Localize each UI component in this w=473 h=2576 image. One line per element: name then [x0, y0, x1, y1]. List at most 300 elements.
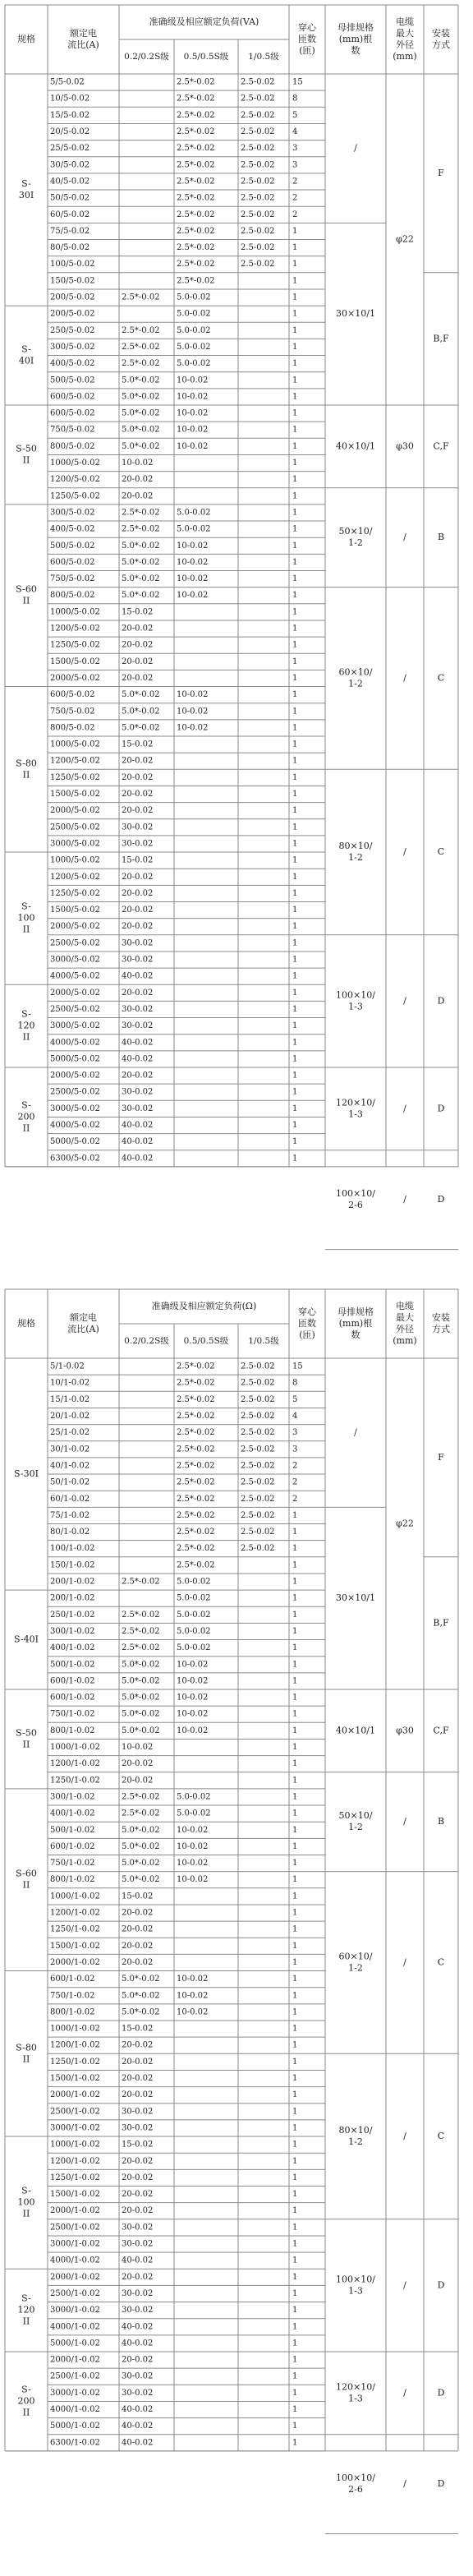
cell-turns: 1 — [292, 2223, 298, 2233]
cell-turns: 1 — [292, 2355, 298, 2365]
cell-ratio: 250/5-0.02 — [50, 325, 95, 335]
cell-ratio: 5000/5-0.02 — [50, 1137, 100, 1147]
cell-ratio: 300/5-0.02 — [50, 508, 95, 518]
cell-turns: 1 — [292, 2339, 298, 2348]
header-turns: 匝数 — [298, 1318, 316, 1329]
cell-cable: / — [403, 1816, 406, 1827]
cell-busbar: 100×10/ — [336, 2274, 375, 2285]
cell-install: D — [437, 1194, 445, 1205]
cell-turns: 1 — [292, 1660, 298, 1670]
cell-accuracy: 30-0.02 — [122, 2371, 154, 2381]
cell-accuracy: 5.0-0.02 — [177, 293, 211, 302]
cell-cable: / — [403, 1103, 406, 1114]
cell-accuracy: 30-0.02 — [122, 1021, 154, 1031]
cell-turns: 1 — [292, 2272, 298, 2282]
cell-turns: 1 — [292, 2371, 298, 2381]
cell-turns: 1 — [292, 1875, 298, 1885]
cell-accuracy: 20-0.02 — [122, 756, 154, 766]
header-busbar: 母排规格 — [338, 1306, 374, 1317]
cell-accuracy: 10-0.02 — [177, 1693, 209, 1703]
cell-ratio: 250/1-0.02 — [50, 1610, 95, 1620]
cell-busbar: 40×10/1 — [336, 1725, 375, 1736]
cell-ratio: 1000/5-0.02 — [50, 740, 100, 749]
cell-accuracy: 5.0*-0.02 — [122, 1709, 160, 1719]
cell-accuracy: 2.5-0.02 — [241, 1394, 275, 1404]
cell-turns: 1 — [292, 342, 298, 352]
cell-accuracy: 10-0.02 — [122, 1743, 154, 1753]
cell-accuracy: 5.0*-0.02 — [122, 1693, 160, 1703]
cell-turns: 2 — [292, 1494, 298, 1504]
cell-spec: S- — [21, 2293, 31, 2304]
cell-cable: / — [403, 846, 406, 858]
cell-accuracy: 2.5-0.02 — [241, 160, 275, 170]
cell-accuracy: 2.5*-0.02 — [177, 1544, 215, 1554]
cell-ratio: 40/5-0.02 — [50, 177, 90, 187]
cell-accuracy: 30-0.02 — [122, 839, 154, 849]
cell-accuracy: 5.0-0.02 — [177, 1792, 211, 1802]
cell-turns: 1 — [292, 1792, 298, 1802]
cell-turns: 3 — [292, 144, 298, 154]
cell-cable: / — [403, 532, 406, 543]
header-accuracy-col: 0.5/0.5S级 — [183, 1336, 229, 1346]
cell-accuracy: 2.5*-0.02 — [177, 1494, 215, 1504]
cell-accuracy: 2.5-0.02 — [241, 210, 275, 219]
cell-turns: 1 — [292, 922, 298, 932]
cell-turns: 1 — [292, 607, 298, 617]
cell-ratio: 1200/1-0.02 — [50, 2156, 100, 2166]
cell-accuracy: 2.5*-0.02 — [122, 1792, 160, 1802]
cell-accuracy: 2.5-0.02 — [241, 77, 275, 87]
header-rated-ratio: 额定电 — [70, 1312, 97, 1323]
cell-turns: 1 — [292, 591, 298, 601]
cell-turns: 1 — [292, 740, 298, 749]
cell-accuracy: 10-0.02 — [177, 1660, 209, 1670]
cell-accuracy: 30-0.02 — [122, 2123, 154, 2133]
cell-accuracy: 2.5*-0.02 — [177, 226, 215, 236]
cell-turns: 1 — [292, 2090, 298, 2100]
cell-turns: 4 — [292, 127, 298, 137]
cell-install: D — [437, 995, 445, 1007]
cell-accuracy: 20-0.02 — [122, 2206, 154, 2216]
cell-cable: / — [403, 2387, 406, 2399]
cell-turns: 1 — [292, 1121, 298, 1131]
cell-ratio: 75/1-0.02 — [50, 1510, 90, 1520]
cell-accuracy: 2.5*-0.02 — [177, 1528, 215, 1537]
cell-ratio: 2000/5-0.02 — [50, 922, 100, 932]
cell-ratio: 300/1-0.02 — [50, 1626, 95, 1636]
header-busbar: 母排规格 — [338, 22, 374, 33]
cell-ratio: 2500/5-0.02 — [50, 823, 100, 832]
cell-ratio: 1200/1-0.02 — [50, 2040, 100, 2050]
cell-cable: φ30 — [396, 440, 414, 452]
cell-accuracy: 5.0*-0.02 — [122, 574, 160, 584]
cell-accuracy: 40-0.02 — [122, 2322, 154, 2332]
cell-turns: 1 — [292, 823, 298, 832]
cell-accuracy: 20-0.02 — [122, 922, 154, 932]
cell-accuracy: 20-0.02 — [122, 772, 154, 782]
cell-ratio: 1000/1-0.02 — [50, 1743, 100, 1753]
cell-turns: 1 — [292, 459, 298, 468]
cell-accuracy: 2.5*-0.02 — [177, 1412, 215, 1422]
cell-busbar: 1-2 — [348, 1962, 363, 1974]
cell-accuracy: 2.5*-0.02 — [177, 144, 215, 154]
cell-ratio: 25/5-0.02 — [50, 144, 90, 154]
header-turns: (匝) — [299, 1329, 315, 1340]
cell-cable: / — [403, 2279, 406, 2291]
cell-accuracy: 30-0.02 — [122, 955, 154, 965]
cell-accuracy: 5.0-0.02 — [177, 508, 211, 518]
cell-ratio: 2000/5-0.02 — [50, 673, 100, 683]
cell-ratio: 75/5-0.02 — [50, 226, 90, 236]
cell-turns: 4 — [292, 1412, 298, 1422]
cell-ratio: 1500/1-0.02 — [50, 2190, 100, 2200]
cell-ratio: 60/1-0.02 — [50, 1494, 90, 1504]
cell-accuracy: 20-0.02 — [122, 2040, 154, 2050]
cell-turns: 1 — [292, 1957, 298, 1967]
cell-turns: 1 — [292, 888, 298, 898]
cell-ratio: 600/1-0.02 — [50, 1693, 95, 1703]
cell-install: D — [437, 1103, 445, 1114]
cell-ratio: 1200/5-0.02 — [50, 872, 100, 882]
cell-turns: 1 — [292, 1104, 298, 1113]
cell-cable: φ30 — [396, 1725, 414, 1736]
cell-accuracy: 5.0*-0.02 — [122, 707, 160, 717]
cell-spec: S- — [21, 1008, 31, 1020]
cell-turns: 1 — [292, 392, 298, 402]
cell-accuracy: 20-0.02 — [122, 2272, 154, 2282]
cell-busbar: 80×10/ — [338, 841, 373, 852]
cell-turns: 1 — [292, 2040, 298, 2050]
cell-cable: / — [403, 1956, 406, 1968]
header-install: 方式 — [432, 1324, 450, 1334]
cell-accuracy: 2.5*-0.02 — [122, 1610, 160, 1620]
cell-accuracy: 2.5-0.02 — [241, 144, 275, 154]
cell-ratio: 2500/1-0.02 — [50, 2288, 100, 2298]
cell-busbar: 1-2 — [348, 678, 363, 689]
cell-accuracy: 2.5-0.02 — [241, 243, 275, 253]
cell-ratio: 30/1-0.02 — [50, 1445, 90, 1454]
cell-busbar: 2-6 — [348, 1200, 363, 1211]
cell-ratio: 750/1-0.02 — [50, 1709, 95, 1719]
cell-accuracy: 2.5*-0.02 — [177, 177, 215, 187]
cell-accuracy: 10-0.02 — [177, 1991, 209, 2001]
cell-accuracy: 20-0.02 — [122, 988, 154, 998]
cell-accuracy: 2.5*-0.02 — [177, 210, 215, 219]
cell-spec: S-80 — [16, 2042, 37, 2053]
cell-turns: 5 — [292, 110, 298, 120]
cell-turns: 1 — [292, 574, 298, 584]
cell-turns: 1 — [292, 624, 298, 634]
cell-ratio: 2000/1-0.02 — [50, 2090, 100, 2100]
cell-turns: 1 — [292, 2024, 298, 2034]
cell-ratio: 200/5-0.02 — [50, 309, 95, 319]
cell-turns: 1 — [292, 325, 298, 335]
cell-accuracy: 5.0*-0.02 — [122, 408, 160, 418]
cell-spec: 200 — [17, 1111, 35, 1122]
cell-cable: / — [403, 2478, 406, 2490]
cell-ratio: 750/1-0.02 — [50, 1859, 95, 1869]
cell-ratio: 750/5-0.02 — [50, 707, 95, 717]
cell-ratio: 1250/1-0.02 — [50, 2173, 100, 2182]
cell-ratio: 2500/5-0.02 — [50, 938, 100, 948]
cell-turns: 1 — [292, 806, 298, 816]
cell-ratio: 400/1-0.02 — [50, 1809, 95, 1818]
cell-turns: 1 — [292, 1825, 298, 1835]
cell-accuracy: 2.5*-0.02 — [122, 1809, 160, 1818]
cell-accuracy: 10-0.02 — [177, 1676, 209, 1686]
cell-turns: 1 — [292, 2256, 298, 2265]
cell-spec: S-80 — [16, 758, 37, 769]
cell-accuracy: 10-0.02 — [177, 2007, 209, 2017]
cell-accuracy: 10-0.02 — [122, 459, 154, 468]
cell-busbar: 100×10/ — [336, 989, 375, 1001]
cell-accuracy: 2.5-0.02 — [241, 127, 275, 137]
cell-accuracy: 2.5*-0.02 — [177, 1445, 215, 1454]
header-accuracy-group: 准确级及相应额定负荷(VA) — [149, 16, 259, 27]
cell-busbar: 1-2 — [348, 2136, 363, 2148]
cell-ratio: 20/1-0.02 — [50, 1412, 90, 1422]
header-busbar: 数 — [351, 45, 360, 56]
cell-accuracy: 30-0.02 — [122, 1004, 154, 1014]
cell-ratio: 800/1-0.02 — [50, 1726, 95, 1735]
cell-install: B — [437, 532, 445, 543]
cell-accuracy: 20-0.02 — [122, 872, 154, 882]
cell-busbar: 1-2 — [348, 537, 363, 549]
cell-ratio: 800/1-0.02 — [50, 2007, 95, 2017]
cell-accuracy: 20-0.02 — [122, 906, 154, 915]
cell-accuracy: 5.0*-0.02 — [122, 557, 160, 567]
cell-turns: 2 — [292, 1477, 298, 1487]
header-busbar: (mm)根 — [338, 1318, 373, 1329]
cell-turns: 1 — [292, 1743, 298, 1753]
cell-install: C,F — [433, 440, 449, 452]
cell-accuracy: 15-0.02 — [122, 1892, 154, 1901]
header-busbar: 数 — [351, 1329, 360, 1340]
cell-install: C,F — [433, 1725, 449, 1736]
cell-turns: 1 — [292, 491, 298, 501]
cell-accuracy: 10-0.02 — [177, 690, 209, 700]
cell-turns: 1 — [292, 1643, 298, 1653]
cell-busbar: 60×10/ — [338, 666, 373, 678]
cell-turns: 1 — [292, 1528, 298, 1537]
cell-accuracy: 10-0.02 — [177, 1975, 209, 1984]
cell-turns: 1 — [292, 1626, 298, 1636]
cell-turns: 1 — [292, 1693, 298, 1703]
cell-accuracy: 2.5*-0.02 — [177, 193, 215, 203]
cell-accuracy: 20-0.02 — [122, 888, 154, 898]
cell-turns: 1 — [292, 938, 298, 948]
cell-install: B,F — [433, 333, 449, 344]
cell-accuracy: 15-0.02 — [122, 855, 154, 865]
header-accuracy-col: 0.2/0.2S级 — [124, 1336, 169, 1346]
cell-install: B — [437, 1816, 445, 1827]
cell-turns: 1 — [292, 1776, 298, 1786]
cell-turns: 1 — [292, 1908, 298, 1918]
cell-busbar: 1-2 — [348, 1822, 363, 1833]
cell-accuracy: 20-0.02 — [122, 1759, 154, 1769]
cell-turns: 1 — [292, 1610, 298, 1620]
cell-turns: 1 — [292, 309, 298, 319]
cell-turns: 15 — [292, 1362, 303, 1371]
cell-accuracy: 2.5-0.02 — [241, 226, 275, 236]
cell-accuracy: 5.0*-0.02 — [122, 1875, 160, 1885]
cell-busbar: 60×10/ — [338, 1951, 373, 1962]
cell-accuracy: 2.5-0.02 — [241, 1544, 275, 1554]
cell-ratio: 100/1-0.02 — [50, 1544, 95, 1554]
cell-accuracy: 5.0-0.02 — [177, 1626, 211, 1636]
cell-turns: 1 — [292, 2438, 298, 2448]
cell-turns: 1 — [292, 475, 298, 485]
cell-busbar: 2-6 — [348, 2484, 363, 2495]
cell-accuracy: 2.5-0.02 — [241, 1477, 275, 1487]
cell-accuracy: 20-0.02 — [122, 2173, 154, 2182]
cell-busbar: 30×10/1 — [336, 308, 375, 320]
cell-accuracy: 2.5*-0.02 — [177, 1461, 215, 1471]
cell-spec: II — [22, 595, 30, 606]
cell-spec: 120 — [17, 1020, 35, 1031]
cell-ratio: 2000/1-0.02 — [50, 2206, 100, 2216]
header-rated-ratio: 流比(A) — [67, 1324, 99, 1334]
cell-spec: II — [22, 2053, 30, 2065]
cell-cable: / — [403, 1194, 406, 1205]
cell-spec: II — [22, 2208, 30, 2219]
cell-ratio: 1250/5-0.02 — [50, 772, 100, 782]
cell-turns: 1 — [292, 293, 298, 302]
cell-ratio: 2000/5-0.02 — [50, 806, 100, 816]
cell-accuracy: 2.5*-0.02 — [177, 160, 215, 170]
cell-accuracy: 2.5-0.02 — [241, 193, 275, 203]
cell-ratio: 400/5-0.02 — [50, 359, 95, 369]
cell-turns: 1 — [292, 2190, 298, 2200]
header-cable: 外径 — [396, 1324, 414, 1334]
cell-accuracy: 10-0.02 — [177, 441, 209, 451]
cell-accuracy: 40-0.02 — [122, 2422, 154, 2431]
cell-turns: 1 — [292, 1577, 298, 1587]
cell-accuracy: 15-0.02 — [122, 740, 154, 749]
cell-ratio: 80/1-0.02 — [50, 1528, 90, 1537]
cell-accuracy: 20-0.02 — [122, 491, 154, 501]
cell-ratio: 2500/1-0.02 — [50, 2223, 100, 2233]
cell-accuracy: 15-0.02 — [122, 2140, 154, 2150]
cell-ratio: 10/5-0.02 — [50, 94, 90, 104]
cell-accuracy: 2.5*-0.02 — [177, 1378, 215, 1388]
cell-accuracy: 2.5-0.02 — [241, 1362, 275, 1371]
cell-ratio: 600/5-0.02 — [50, 690, 95, 700]
cell-accuracy: 2.5*-0.02 — [177, 1362, 215, 1371]
cell-accuracy: 30-0.02 — [122, 2223, 154, 2233]
cell-turns: 1 — [292, 690, 298, 700]
cell-ratio: 1200/5-0.02 — [50, 475, 100, 485]
header-accuracy-col: 1/0.5级 — [248, 1336, 279, 1346]
cell-accuracy: 2.5*-0.02 — [177, 1510, 215, 1520]
header-busbar: (mm)根 — [338, 34, 373, 44]
cell-turns: 1 — [292, 1054, 298, 1064]
cell-ratio: 1200/1-0.02 — [50, 1759, 100, 1769]
cell-accuracy: 2.5-0.02 — [241, 177, 275, 187]
cell-spec: S- — [21, 1099, 31, 1111]
cell-ratio: 800/1-0.02 — [50, 1875, 95, 1885]
cell-turns: 1 — [292, 1941, 298, 1951]
cell-ratio: 2000/1-0.02 — [50, 2272, 100, 2282]
cell-accuracy: 10-0.02 — [177, 707, 209, 717]
cell-accuracy: 20-0.02 — [122, 2355, 154, 2365]
cell-spec: 100 — [17, 2196, 35, 2208]
cell-ratio: 400/1-0.02 — [50, 1643, 95, 1653]
cell-accuracy: 5.0-0.02 — [177, 359, 211, 369]
cell-ratio: 1000/1-0.02 — [50, 1892, 100, 1901]
cell-turns: 1 — [292, 2239, 298, 2249]
cell-accuracy: 20-0.02 — [122, 2057, 154, 2067]
cell-accuracy: 5.0*-0.02 — [122, 541, 160, 551]
cell-ratio: 4000/1-0.02 — [50, 2322, 100, 2332]
cell-turns: 1 — [292, 1859, 298, 1869]
cell-accuracy: 5.0*-0.02 — [122, 1660, 160, 1670]
cell-turns: 1 — [292, 260, 298, 270]
cell-turns: 1 — [292, 657, 298, 666]
cell-ratio: 1500/5-0.02 — [50, 657, 100, 666]
cell-ratio: 5000/1-0.02 — [50, 2339, 100, 2348]
cell-accuracy: 2.5*-0.02 — [122, 1643, 160, 1653]
cell-ratio: 600/5-0.02 — [50, 392, 95, 402]
cell-accuracy: 5.0-0.02 — [177, 1809, 211, 1818]
cell-turns: 8 — [292, 1378, 298, 1388]
cell-accuracy: 20-0.02 — [122, 1957, 154, 1967]
cell-turns: 1 — [292, 557, 298, 567]
cell-ratio: 1250/5-0.02 — [50, 888, 100, 898]
cell-ratio: 3000/1-0.02 — [50, 2239, 100, 2249]
cell-accuracy: 5.0*-0.02 — [122, 1859, 160, 1869]
cell-ratio: 10/1-0.02 — [50, 1378, 90, 1388]
cell-turns: 1 — [292, 2107, 298, 2117]
cell-cable: / — [403, 672, 406, 684]
cell-accuracy: 5.0-0.02 — [177, 524, 211, 534]
header-turns: 穿心 — [298, 1306, 316, 1317]
cell-ratio: 25/1-0.02 — [50, 1428, 90, 1438]
cell-ratio: 800/5-0.02 — [50, 441, 95, 451]
cell-ratio: 3000/5-0.02 — [50, 1021, 100, 1031]
cell-install: C — [437, 2131, 445, 2142]
cell-spec: 120 — [17, 2304, 35, 2316]
cell-accuracy: 20-0.02 — [122, 790, 154, 800]
cell-turns: 8 — [292, 94, 298, 104]
cell-accuracy: 20-0.02 — [122, 640, 154, 650]
cell-ratio: 5/5-0.02 — [50, 77, 85, 87]
cell-accuracy: 2.5-0.02 — [241, 260, 275, 270]
cell-accuracy: 2.5*-0.02 — [177, 276, 215, 286]
cell-accuracy: 10-0.02 — [177, 1709, 209, 1719]
header-accuracy-group: 准确级及相应额定负荷(Ω) — [151, 1301, 257, 1311]
cell-spec: S- — [21, 901, 31, 912]
header-turns: 穿心 — [298, 22, 316, 33]
cell-turns: 2 — [292, 177, 298, 187]
cell-ratio: 1000/5-0.02 — [50, 607, 100, 617]
cell-accuracy: 5.0*-0.02 — [122, 1975, 160, 1984]
cell-install: D — [437, 2279, 445, 2291]
cell-accuracy: 2.5*-0.02 — [122, 325, 160, 335]
cell-turns: 1 — [292, 226, 298, 236]
cell-accuracy: 15-0.02 — [122, 607, 154, 617]
cell-spec: II — [22, 1739, 30, 1750]
cell-accuracy: 2.5*-0.02 — [177, 77, 215, 87]
header-install: 方式 — [432, 39, 450, 50]
cell-accuracy: 5.0*-0.02 — [122, 2007, 160, 2017]
cell-busbar: 1-3 — [348, 1001, 363, 1012]
spec-table-va — [0, 0, 473, 1282]
cell-turns: 1 — [292, 2288, 298, 2298]
cell-accuracy: 30-0.02 — [122, 1087, 154, 1097]
cell-spec: II — [22, 1031, 30, 1043]
cell-spec: S-60 — [16, 1868, 37, 1879]
